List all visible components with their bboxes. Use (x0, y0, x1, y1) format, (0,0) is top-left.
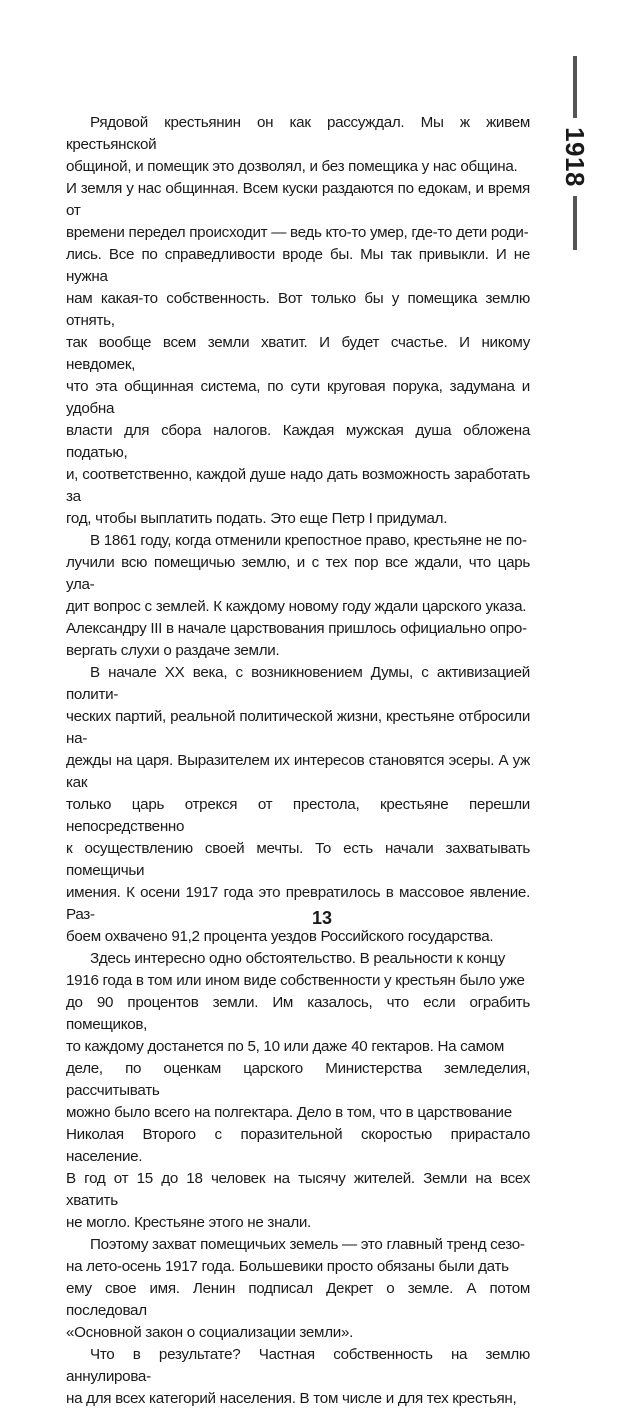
paragraph: Поэтому захват помещичьих земель — это главный тренд сезо- на лето-осень 1917 года. Большевики просто обязаны были дать ему свое имя. Ленин подписал Декрет о земле. А потом последовал «Основной закон о социализации земли». (66, 1236, 530, 1341)
side-rule-bottom (573, 196, 577, 250)
body-text (66, 112, 530, 1410)
paragraph: В 1861 году, когда отменили крепостное право, крестьяне не по- лучили всю помещичью землю, и с тех пор все ждали, что царь ула- дит вопрос с землей. К каждому новому году ждали царского указа. Александру III в начале царствования пришлось официально опро- вергать слухи о раздаче земли. (66, 532, 530, 659)
paragraph: В начале XX века, с возникновением Думы, с активизацией полити- ческих партий, реальной политической жизни, крестьяне отбросили на- дежды на царя. Выразителем их интересов становятся эсеры. А уж как только царь отрекся от престола, крестьяне перешли непосредственно к осуществлению своей мечты. То есть начали захватывать помещичьи имения. К осени 1917 года это превратилось в массовое явление. Раз- боем охвачено 91,2 процента уездов Российского государства. (66, 664, 530, 945)
running-head-year: 1918 (560, 127, 590, 187)
paragraph: Здесь интересно одно обстоятельство. В реальности к концу 1916 года в том или ином виде собственности у крестьян было уже до 90 процентов земли. Им казалось, что если ограбить помещиков, то каждому достанется по 5, 10 или даже 40 гектаров. На самом деле, по оценкам царского Министерства земледелия, рассчитывать можно было всего на полгектара. Дело в том, что в царствование Николая Второго с поразительной скоростью прирастало население. В год от 15 до 18 человек на тысячу жителей. Земли на всех хватить не могло. Крестьяне этого не знали. (66, 950, 530, 1231)
paragraph: Что в результате? Частная собственность на землю аннулирова- на для всех категорий населения. В том числе и для тех крестьян, (66, 1346, 530, 1407)
paragraph: Рядовой крестьянин он как рассуждал. Мы ж живем крестьянской общиной, и помещик это дозволял, и без помещика у нас община. И земля у нас общинная. Всем куски раздаются по едокам, и время от времени передел происходит — ведь кто-то умер, где-то дети роди- лись. Все по справедливости вроде бы. Мы так привыкли. И не нужна нам какая-то собственность. Вот только бы у помещика землю отнять, так вообще всем земли хватит. И будет счастье. И никому невдомек, что эта общинная система, по сути круговая порука, задумана и удобна власти для сбора налогов. Каждая мужская душа обложена податью, и, соответственно, каждой душе надо дать возможность заработать за год, чтобы выплатить подать. Это еще Петр I придумал. (66, 114, 530, 527)
page-number: 13 (311, 908, 333, 928)
side-rule-top (573, 56, 577, 118)
